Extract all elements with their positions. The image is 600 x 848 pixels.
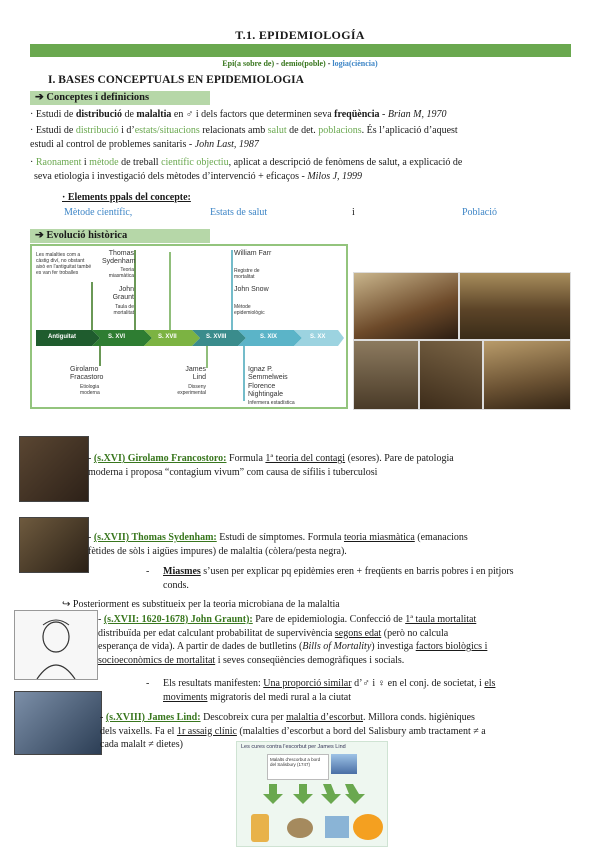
element-and: i (352, 207, 355, 218)
painting-saint-scene (420, 341, 482, 409)
definition-1: · Estudi de distribució de malaltia en ♂ i dels factors que determinen seva freqüència - Brian M, 1970 (30, 109, 447, 120)
vinegar-bottle-icon (251, 814, 269, 842)
era-label-s17: S. XVII (158, 334, 177, 340)
antiquity-note: Les malalties com a càstig diví, no obstant això en l'antiguitat també es van fer troballes (36, 252, 92, 276)
definition-2: · Estudi de distribució i d’estats/situacions relacionats amb salut de det. poblacions. És l’aplicació d’aquest estudi al control de problemes sanitaris - John Last, 1987 (30, 125, 458, 150)
graunt-results-bullet: - (146, 678, 150, 689)
graunt-engraving-graphic (15, 611, 97, 679)
sydenham-role: Teoria miasmàtica (108, 267, 134, 279)
page-title: T.1. EPIDEMIOLOGÍA (235, 28, 365, 42)
lind-paragraph: - (s.XVIII) James Lind: Descobreix cura per malaltia d’escorbut. Millora conds. higièniques dels vaixells. Fa el 1r assaig clínic (malalties d’escorbut a bord del Salisbury amb tractament ≠ a cada malalt ≠ dietes) (100, 712, 486, 750)
era-label-s19: S. XIX (260, 334, 278, 340)
farr-label: William Farr (234, 250, 272, 257)
painting-triumph-of-death (460, 273, 570, 339)
etymology-line: Epi(a sobre de) - demio(poble) - logia(ciència) (222, 59, 378, 68)
nightingale-role: Infermera estadística (248, 400, 295, 406)
fracastoro-paragraph: - (s.XVI) Girolamo Francostoro: Formula 1ª teoria del contagi (esores). Pare de patologia moderna i proposa “contagium vivum” com causa de sífilis i tuberculosi (88, 453, 454, 478)
fracastoro-role: Etiologia moderna (80, 384, 100, 396)
subheading-history: ➔ Evolució històrica (30, 229, 210, 243)
graunt-label: John Graunt (112, 286, 134, 301)
miasmes-bullet: - (146, 566, 150, 577)
timeline-infographic (30, 244, 348, 409)
seawater-icon (325, 816, 349, 838)
snow-role: Mètode epidemiològic (234, 304, 265, 316)
element-health-states: Estats de salut (210, 207, 268, 218)
subheading-concepts: ➔ Conceptes i definicions (30, 91, 210, 105)
title-underline-bar (30, 44, 571, 57)
semmelweis-label: Ignaz P. Semmelweis (248, 366, 288, 381)
sydenham-paragraph: - (s.XVII) Thomas Sydenham: Estudi de símptomes. Formula teoria miasmàtica (emanacions fètides de sòls i aigües impures) de malaltia (còlera/pesta negra). (88, 532, 468, 557)
lind-portrait (14, 691, 102, 755)
sydenham-label: Thomas Sydenham (102, 250, 136, 265)
section-heading: I. BASES CONCEPTUALS EN EPIDEMIOLOGIA (48, 74, 304, 86)
elements-heading: · Elements ppals del concepte: (62, 192, 191, 203)
era-label-s20: S. XX (310, 334, 326, 340)
graunt-portrait-engraving (14, 610, 98, 680)
graunt-results-text: Els resultats manifesten: Una proporció similar d’♂ i ♀ en el conj. de societat, i els moviments migratoris del medi rural a la ciutat (163, 678, 496, 703)
scurvy-figure-caption: Les cures contra l'escorbut per James Lind (241, 744, 346, 750)
farr-role: Registre de mortalitat (234, 268, 260, 280)
etym-demio: demio(poble) (280, 59, 326, 68)
sydenham-portrait (19, 517, 89, 573)
citrus-fruit-icon (353, 814, 383, 840)
graunt-role: Taula de mortalitat (113, 304, 134, 316)
era-label-s18: S. XVIII (206, 334, 227, 340)
graunt-paragraph: - (s.XVII: 1620-1678) John Graunt): Pare de epidemiologia. Confecció de 1ª taula mortalitat distribuïda per edat calculant probabilitat de supervivència segons edat (però no calcula esperança de vida). A partir de dades de butlletins (Bills of Mortality) investiga factors biològics i socioeconòmics de mortalitat i seves conseqüències demogràfiques i socials. (98, 614, 488, 666)
element-population: Població (462, 207, 497, 218)
fracastoro-label: Girolamo Fracastoro (70, 366, 104, 381)
etym-logia: logia(ciència) (332, 59, 378, 68)
scurvy-arrows (237, 780, 387, 810)
historical-paintings-collage (353, 272, 571, 410)
scurvy-cures-figure (236, 741, 388, 847)
lind-label: James Lind (185, 366, 206, 381)
etym-epi: Epi(a sobre de) (222, 59, 275, 68)
fracastoro-portrait (19, 436, 89, 502)
painting-plague-scene (354, 273, 458, 339)
nutmeg-icon (287, 818, 313, 838)
nightingale-label: Florence Nightingale (248, 383, 284, 398)
miasmes-text: Miasmes s’usen per explicar pq epidèmies eren + freqüents en barris pobres i en pitjors conds. (163, 566, 514, 591)
lind-role: Disseny experimental (177, 384, 206, 396)
era-label-s16: S. XVI (108, 334, 126, 340)
era-label-antiquity: Antiguitat (48, 334, 76, 340)
scurvy-figure-box: Malalts d'escorbut a bord del Salisbury (1747) (267, 754, 329, 780)
ship-icon (331, 754, 357, 774)
sydenham-later-note: ↪ Posteriorment es substitueix per la teoria microbiana de la malaltia (62, 599, 340, 610)
snow-label: John Snow (234, 286, 269, 293)
definition-3: · Raonament i mètode de treball científic objectiu, aplicat a descripció de fenòmens de salut, a explicació de seva etiologia i investigació dels mètodes d’intervenció + eficaços - Milos J, 1999 (30, 157, 463, 182)
painting-city-plague (354, 341, 418, 409)
element-method: Mètode científic, (64, 207, 133, 218)
painting-battle-scene (484, 341, 570, 409)
